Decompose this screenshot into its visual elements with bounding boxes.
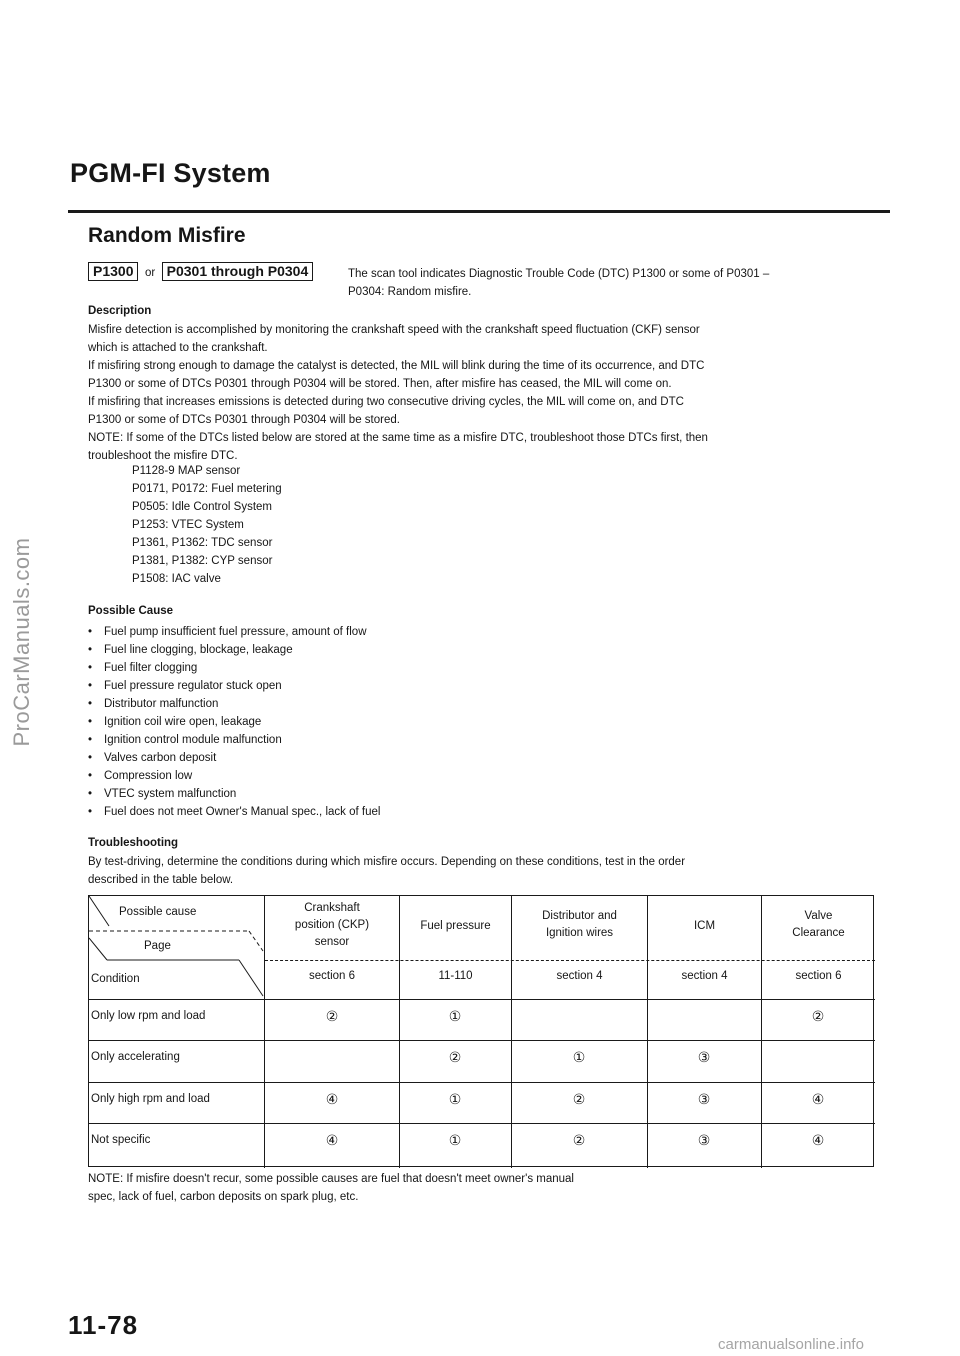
list-item: • Fuel pressure regulator stuck open: [88, 677, 380, 695]
list-item: • Fuel line clogging, blockage, leakage: [88, 641, 380, 659]
table-hline: [89, 1040, 875, 1041]
bullet: •: [88, 644, 93, 656]
list-item: • Distributor malfunction: [88, 695, 380, 713]
table-cell-mark: ①: [448, 1132, 462, 1148]
column-page-ckp: section 6: [308, 970, 356, 982]
title-rule: [68, 210, 890, 213]
bullet: •: [88, 734, 93, 746]
row-condition-label: Only low rpm and load: [91, 1010, 206, 1022]
possible-cause-heading: Possible Cause: [88, 605, 174, 617]
table-cell-mark: ②: [811, 1008, 825, 1024]
dtc-list-item: P1128-9 MAP sensor: [132, 465, 241, 477]
column-page-distributor: section 4: [556, 970, 603, 982]
list-item: • VTEC system malfunction: [88, 785, 380, 803]
page-number: 11-78: [68, 1310, 139, 1340]
description-note-b: troubleshoot the misfire DTC.: [88, 450, 238, 462]
table-hline: [89, 1123, 875, 1124]
dtc-list-item: P0505: Idle Control System: [132, 501, 272, 513]
table-cell-mark: ②: [325, 1008, 339, 1024]
dtc-list-item: P1381, P1382: CYP sensor: [132, 555, 273, 567]
column-header-fuel-pressure: Fuel pressure: [420, 920, 491, 932]
dtc-text-line2: P0304: Random misfire.: [348, 286, 472, 298]
table-cell-mark: ③: [697, 1091, 711, 1107]
table-cell-mark: ②: [448, 1049, 462, 1065]
dtc-list: [132, 462, 282, 588]
table-cell-mark: ④: [325, 1132, 339, 1148]
table-cell-mark: ②: [572, 1132, 586, 1148]
troubleshooting-text2: described in the table below.: [88, 874, 234, 886]
footer-note-line1: NOTE: If misfire doesn't recur, some possible causes are fuel that doesn't meet owner's manual: [88, 1173, 574, 1185]
list-item: • Fuel pump insufficient fuel pressure, amount of flow: [88, 623, 380, 641]
table-cell-mark: ①: [448, 1091, 462, 1107]
list-item: • Compression low: [88, 767, 380, 785]
page-title: PGM-FI System: [70, 158, 271, 188]
row-condition-label: Not specific: [91, 1134, 151, 1146]
table-cell-mark: ③: [697, 1132, 711, 1148]
troubleshooting-text1: By test-driving, determine the conditions during which misfire occurs. Depending on these conditions, test in the order: [88, 856, 686, 868]
column-header-valve-clearance: Valve Clearance: [792, 910, 845, 939]
table-cell-mark: ④: [811, 1132, 825, 1148]
description-body: [88, 321, 878, 465]
table-cell-mark: ④: [811, 1091, 825, 1107]
footer-note-line2: spec, lack of fuel, carbon deposits on spark plug, etc.: [88, 1191, 359, 1203]
description-p1: Misfire detection is accomplished by monitoring the crankshaft speed with the crankshaft speed fluctuation (CKF) sensor: [88, 324, 700, 336]
watermark-text: ProCarManuals.com: [9, 537, 34, 747]
description-p2b: P1300 or some of DTCs P0301 through P0304 will be stored. Then, after misfire has ceased, the MIL will come on.: [88, 378, 672, 390]
column-header-distributor: Distributor and Ignition wires: [542, 910, 617, 939]
troubleshooting-heading: Troubleshooting: [88, 837, 179, 849]
corner-possible-cause: Possible cause: [119, 906, 197, 918]
section-title: Random Misfire: [88, 224, 246, 247]
dtc-text-line1: The scan tool indicates Diagnostic Trouble Code (DTC) P1300 or some of P0301 –: [348, 268, 770, 280]
list-item: • Ignition control module malfunction: [88, 731, 380, 749]
table-hline: [89, 1082, 875, 1083]
table-vline: [647, 896, 648, 1168]
list-item: • Fuel filter clogging: [88, 659, 380, 677]
list-item: • Fuel does not meet Owner's Manual spec., lack of fuel: [88, 803, 380, 821]
bullet: •: [88, 680, 93, 692]
row-condition-label: Only accelerating: [91, 1051, 180, 1063]
troubleshooting-table: [88, 895, 874, 1167]
table-cell-mark: ①: [448, 1008, 462, 1024]
bullet: •: [88, 788, 93, 800]
description-note: NOTE: If some of the DTCs listed below are stored at the same time as a misfire DTC, troubleshoot those DTCs first, then: [88, 432, 708, 444]
table-cell-mark: ①: [572, 1049, 586, 1065]
table-dashed-line: [265, 960, 875, 961]
dtc-list-item: P1253: VTEC System: [132, 519, 244, 531]
row-condition-label: Only high rpm and load: [91, 1093, 210, 1105]
bullet: •: [88, 716, 93, 728]
possible-cause-list: [88, 623, 380, 821]
bullet: •: [88, 698, 93, 710]
column-header-ckp: Crankshaft position (CKP) sensor: [294, 902, 370, 948]
column-page-icm: section 4: [681, 970, 728, 982]
corner-page: Page: [144, 940, 171, 952]
table-cell-mark: ③: [697, 1049, 711, 1065]
description-p2: If misfiring strong enough to damage the catalyst is detected, the MIL will blink during the time of its occurrence, and DTC: [88, 360, 705, 372]
list-item: • Valves carbon deposit: [88, 749, 380, 767]
dtc-list-item: P1361, P1362: TDC sensor: [132, 537, 273, 549]
dtc-code-p1300: P1300: [88, 262, 138, 281]
bullet: •: [88, 806, 93, 818]
dtc-list-item: P1508: IAC valve: [132, 573, 221, 585]
table-cell-mark: ②: [572, 1091, 586, 1107]
dtc-code-row: [88, 262, 313, 282]
description-p3: If misfiring that increases emissions is detected during two consecutive driving cycles, the MIL will come on, and DTC: [88, 396, 684, 408]
description-heading: Description: [88, 305, 152, 317]
bullet: •: [88, 626, 93, 638]
column-page-fuel-pressure: 11-110: [438, 970, 473, 982]
description-p3b: P1300 or some of DTCs P0301 through P0304 will be stored.: [88, 414, 400, 426]
dtc-code-range: P0301 through P0304: [162, 262, 314, 281]
table-cell-mark: ④: [325, 1091, 339, 1107]
description-p1b: which is attached to the crankshaft.: [88, 342, 268, 354]
dtc-list-item: P0171, P0172: Fuel metering: [132, 483, 282, 495]
table-vline: [399, 896, 400, 1168]
bullet: •: [88, 770, 93, 782]
column-header-icm: ICM: [693, 920, 716, 932]
bullet: •: [88, 752, 93, 764]
corner-condition: Condition: [91, 973, 140, 985]
bullet: •: [88, 662, 93, 674]
list-item: • Ignition coil wire open, leakage: [88, 713, 380, 731]
footer-url[interactable]: carmanualsonline.info: [718, 1336, 864, 1353]
dtc-connector: or: [144, 267, 156, 279]
column-page-valve-clearance: section 6: [795, 970, 842, 982]
